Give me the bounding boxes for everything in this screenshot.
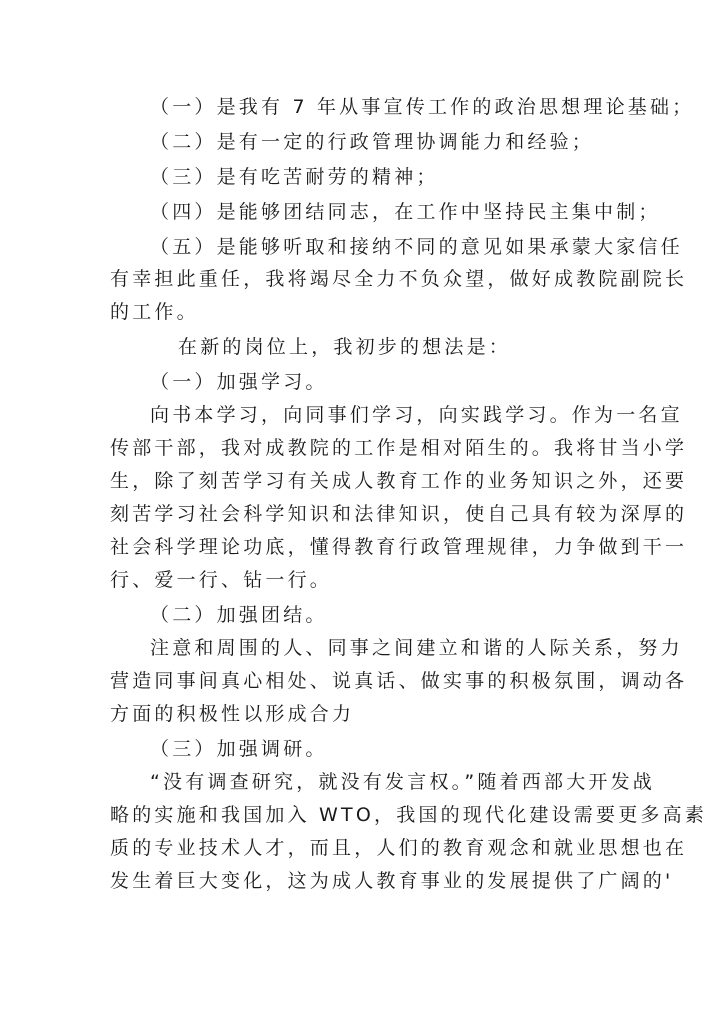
text-line: 的工作。 bbox=[110, 301, 199, 323]
text-line: 刻苦学习社会科学知识和法律知识，使自己具有较为深厚的 bbox=[110, 503, 688, 525]
text-line: 发生着巨大变化，这为成人教育事业的发展提供了广阔的' bbox=[110, 870, 674, 892]
text-line: 略的实施和我国加入 WTO，我国的现代化建设需要更多高素 bbox=[110, 804, 707, 826]
text-line: 有幸担此重任，我将竭尽全力不负众望，做好成教院副院长 bbox=[110, 268, 688, 290]
text-line: （三）是有吃苦耐劳的精神； bbox=[150, 166, 439, 188]
text-line: （三）加强调研。 bbox=[150, 738, 328, 760]
text-line: （二）加强团结。 bbox=[150, 604, 328, 626]
text-line: （一）是我有 7 年从事宣传工作的政治思想理论基础； bbox=[150, 96, 695, 118]
text-line: （四）是能够团结同志，在工作中坚持民主集中制； bbox=[150, 201, 661, 223]
text-line: （一）加强学习。 bbox=[150, 371, 328, 393]
text-line: 注意和周围的人、同事之间建立和谐的人际关系，努力 bbox=[150, 637, 683, 659]
text-line: （五）是能够听取和接纳不同的意见如果承蒙大家信任 bbox=[150, 236, 683, 258]
text-line: 行、爱一行、钻一行。 bbox=[110, 569, 333, 591]
text-line: 质的专业技术人才，而且，人们的教育观念和就业思想也在 bbox=[110, 837, 688, 859]
text-line: 方面的积极性以形成合力 bbox=[110, 703, 355, 725]
text-line: 营造同事间真心相处、说真话、做实事的积极氛围，调动各 bbox=[110, 670, 688, 692]
text-line: （二）是有一定的行政管理协调能力和经验； bbox=[150, 131, 595, 153]
text-line: 生，除了刻苦学习有关成人教育工作的业务知识之外，还要 bbox=[110, 470, 688, 492]
text-line: 在新的岗位上，我初步的想法是： bbox=[178, 336, 512, 358]
text-line: 向书本学习，向同事们学习，向实践学习。作为一名宣 bbox=[150, 404, 683, 426]
text-line: 传部干部，我对成教院的工作是相对陌生的。我将甘当小学 bbox=[110, 437, 688, 459]
text-line: “没有调查研究，就没有发言权。”随着西部大开发战 bbox=[150, 771, 655, 793]
text-line: 社会科学理论功底，懂得教育行政管理规律，力争做到干一 bbox=[110, 536, 688, 558]
